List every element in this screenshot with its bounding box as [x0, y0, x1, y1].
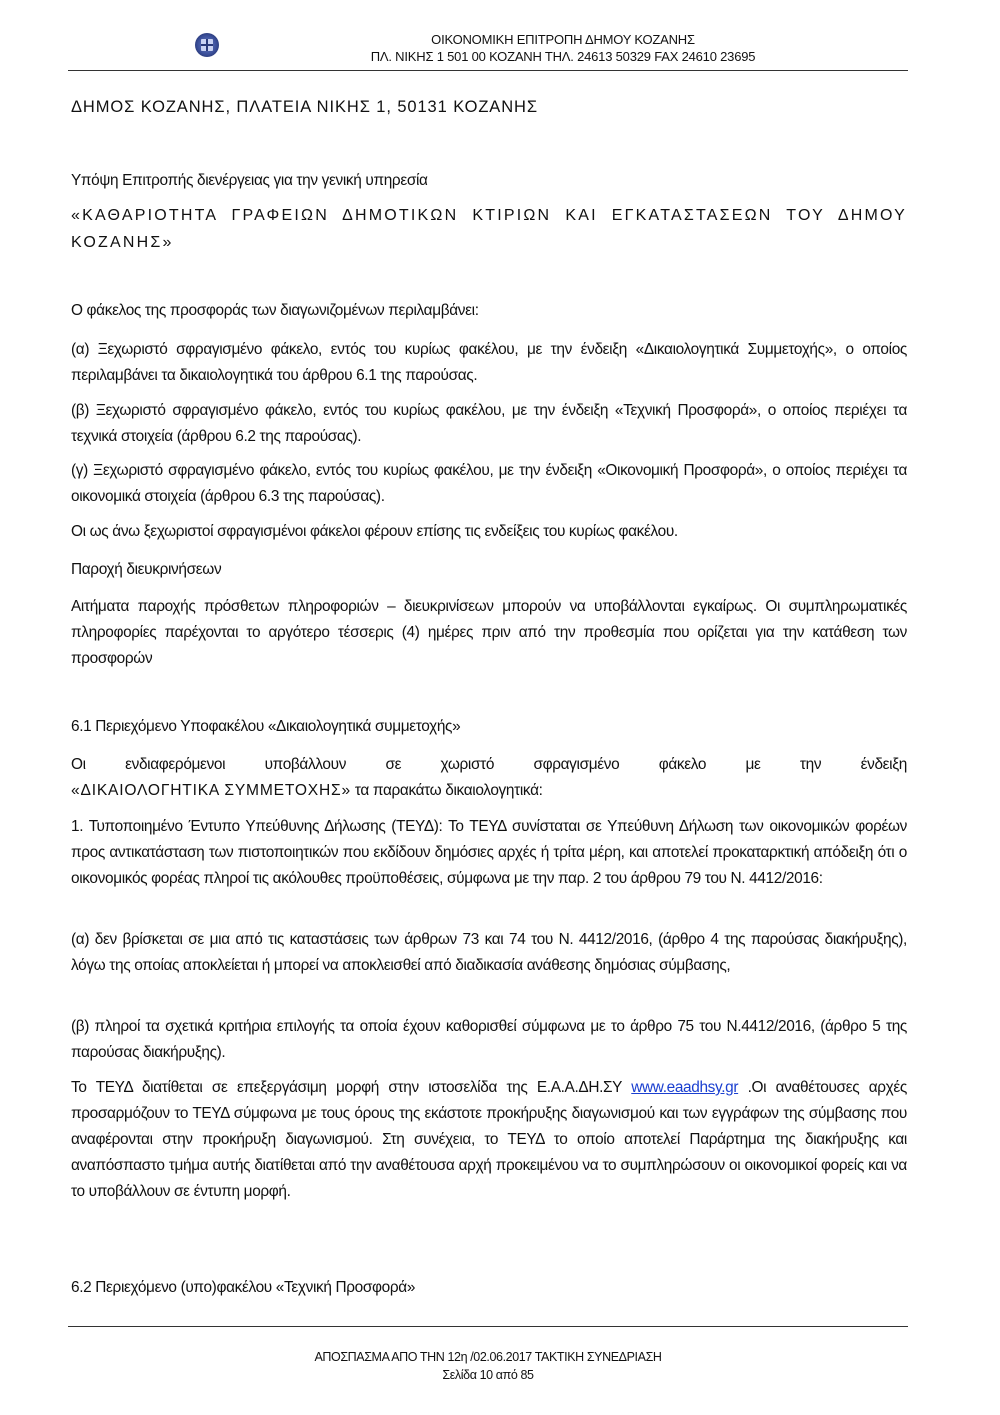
address-line: ΔΗΜΟΣ ΚΟΖΑΝΗΣ, ΠΛΑΤΕΙΑ ΝΙΚΗΣ 1, 50131 ΚΟΖΑΝΗΣ — [71, 98, 538, 116]
envelopes-note: Οι ως άνω ξεχωριστοί σφραγισμένοι φάκελοι φέρουν επίσης τις ενδείξεις του κυρίως φακέλου. — [71, 523, 678, 540]
clarifications-text: Αιτήματα παροχής πρόσθετων πληροφοριών – διευκρινίσεων μπορούν να υποβάλλονται εγκαίρως. Οι συμπληρωματικές πληροφορίες παρέχονται το αργότερο τέσσερις (4) ημέρες πριν από την προθεσμία που ορίζεται για την κατάθεση των προσφορών — [71, 598, 907, 667]
teyd-text-part2: .Οι αναθέτουσες αρχές προσαρμόζουν το ΤΕΥΔ σύμφωνα με τους όρους της εκάστοτε προκήρυξης διαγωνισμού και των εγγράφων της σύμβασης που αναφέρονται στην προκήρυξη διαγωνισμού. Στη συνέχεια, το ΤΕΥΔ το οποίο αποτελεί Παράρτημα της διακήρυξης και αναπόσπαστο τμήμα αυτής διατίθεται από την αναθέτουσα αρχή προκειμένου να το συμπληρώσουν οι οικονομικοί φορείς και να το υποβάλλουν σε έντυπη μορφή. — [71, 1079, 907, 1200]
envelope-intro: Ο φάκελος της προσφοράς των διαγωνιζομένων περιλαμβάνει: — [71, 302, 479, 319]
service-title: «ΚΑΘΑΡΙΟΤΗΤΑ ΓΡΑΦΕΙΩΝ ΔΗΜΟΤΙΚΩΝ ΚΤΙΡΙΩΝ ΚΑΙ ΕΓΚΑΤΑΣΤΑΣΕΩΝ ΤΟΥ ΔΗΜΟΥ ΚΟΖΑΝΗΣ» — [71, 207, 907, 251]
section-6-1-intro-tail: τα παρακάτω δικαιολογητικά: — [350, 782, 543, 799]
section-6-1-intro-line1: Οι ενδιαφερόμενοι υποβάλλουν σε χωριστό σφραγισμένο φάκελο με την ένδειξη — [71, 756, 907, 773]
clarifications-heading: Παροχή διευκρινήσεων — [71, 561, 222, 578]
page-footer — [68, 1326, 908, 1382]
footer-text — [68, 1348, 908, 1384]
header-contact: ΠΛ. ΝΙΚΗΣ 1 501 00 ΚΟΖΑΝΗ ΤΗΛ. 24613 50329 FAX 24610 23695 — [370, 49, 756, 64]
teyd-text-part1: Το ΤΕΥΔ διατίθεται σε επεξεργάσιμη μορφή στην ιστοσελίδα της Ε.Α.Α.ΔΗ.ΣΥ — [71, 1079, 632, 1096]
item-1-condition-a: (α) δεν βρίσκεται σε μια από τις καταστάσεις των άρθρων 73 και 74 του Ν. 4412/2016, (άρθρο 4 της παρούσας διακήρυξης), λόγω της οποίας αποκλείεται ή μπορεί να αποκλεισθεί από διαδικασία ανάθεσης δημόσιας σύμβασης, — [71, 931, 907, 974]
participation-docs-label: «ΔΙΚΑΙΟΛΟΓΗΤΙΚΑ ΣΥΜΜΕΤΟΧΗΣ» — [71, 782, 351, 799]
section-6-2-heading: 6.2 Περιεχόμενο (υπο)φακέλου «Τεχνική Προσφορά» — [71, 1279, 416, 1296]
teyd-availability — [71, 1075, 907, 1205]
envelope-item-c: (γ) Ξεχωριστό σφραγισμένο φάκελο, εντός του κυρίως φακέλου, με την ένδειξη «Οικονομική Προσφορά», ο οποίος περιέχει τα οικονομικά στοιχεία (άρθρου 6.3 της παρούσας). — [71, 462, 907, 505]
intro-line: Υπόψη Επιτροπής διενέργειας για την γενική υπηρεσία — [71, 172, 428, 189]
eaadhsy-link[interactable]: www.eaadhsy.gr — [631, 1079, 739, 1096]
page-number: Σελίδα 10 από 85 — [442, 1368, 534, 1382]
envelope-item-a: (α) Ξεχωριστό σφραγισμένο φάκελο, εντός του κυρίως φακέλου, με την ένδειξη «Δικαιολογητικά Συμμετοχής», ο οποίος περιλαμβάνει τα δικαιολογητικά του άρθρου 6.1 της παρούσας. — [71, 341, 907, 384]
section-6-1-heading: 6.1 Περιεχόμενο Υποφακέλου «Δικαιολογητικά συμμετοχής» — [71, 718, 461, 735]
header-committee: ΟΙΚΟΝΟΜΙΚΗ ΕΠΙΤΡΟΠΗ ΔΗΜΟΥ ΚΟΖΑΝΗΣ — [431, 32, 695, 47]
header-text — [68, 31, 908, 65]
footer-meeting-info: ΑΠΟΣΠΑΣΜΑ ΑΠΟ ΤΗΝ 12η /02.06.2017 ΤΑΚΤΙΚΗ ΣΥΝΕΔΡΙΑΣΗ — [314, 1350, 662, 1364]
item-1-condition-b: (β) πληροί τα σχετικά κριτήρια επιλογής τα οποία έχουν καθορισθεί σύμφωνα με το άρθρο 75 του Ν.4412/2016, (άρθρο 5 της παρούσας διακήρυξης). — [71, 1018, 907, 1061]
envelope-item-b: (β) Ξεχωριστό σφραγισμένο φάκελο, εντός του κυρίως φακέλου, με την ένδειξη «Τεχνική Προσφορά», ο οποίος περιέχει τα τεχνικά στοιχεία (άρθρου 6.2 της παρούσας). — [71, 402, 907, 445]
page-header — [68, 28, 908, 71]
section-6-1-intro-line2 — [71, 778, 907, 804]
item-1-teyd: 1. Τυποποιημένο Έντυπο Υπεύθυνης Δήλωσης (ΤΕΥΔ): Το ΤΕΥΔ συνίσταται σε Υπεύθυνη Δήλωση των οικονομικών φορέων προς αντικατάσταση των πιστοποιητικών που εκδίδουν δημόσιες αρχές ή τρίτα μέρη, και αποτελεί προκαταρκτική απόδειξη ότι ο οικονομικός φορέας πληροί τις ακόλουθες προϋποθέσεις, σύμφωνα με την παρ. 2 του άρθρου 79 του Ν. 4412/2016: — [71, 818, 907, 887]
